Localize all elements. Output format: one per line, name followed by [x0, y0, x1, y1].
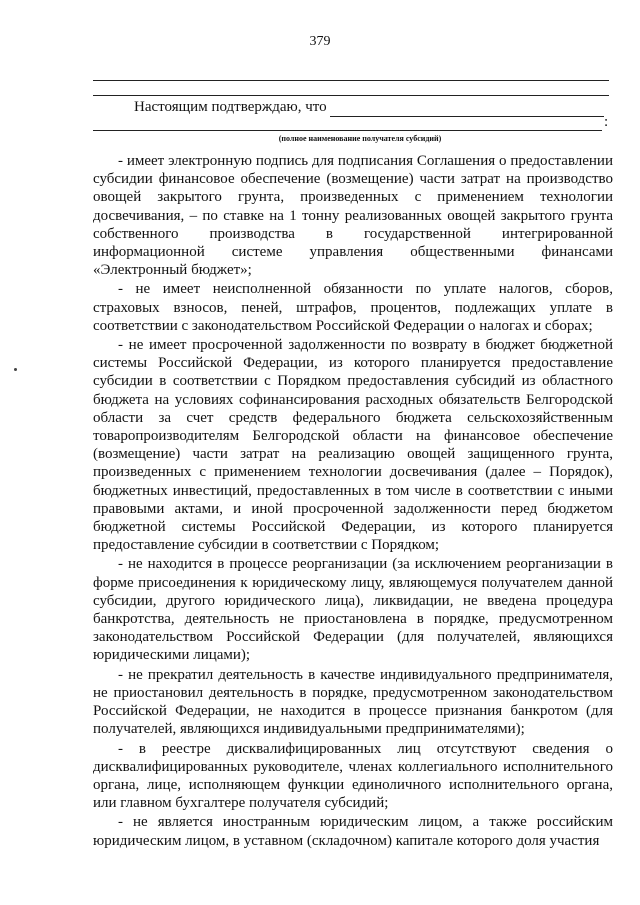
colon: :: [604, 114, 609, 130]
margin-mark: [14, 368, 17, 371]
paragraph: - не имеет просроченной задолженности по возврату в бюджет бюджетной системы Российской Федерации, из которого планируется предоставление субсидии в соответствии с Порядком предоставления субсидий из областного бюджета на условиях софинансирования расходных обязательств Белгородской области за счет средств федерального бюджета сельскохозяйственным товаропроизводителям Белгородской области на финансовое обеспечение (возмещение) части затрат на реализацию овощей защищенного грунта, произведенных с применением технологии досвечивания (далее – Порядок), бюджетных инвестиций, предоставленных в том числе в соответствии с иными правовыми актами, и иной просроченной задолженности перед бюджетом бюджетной системы Российской Федерации, из которого планируется предоставление субсидии в соответствии с Порядком;: [93, 337, 613, 554]
blank-line: [93, 130, 602, 131]
paragraph: - имеет электронную подпись для подписания Соглашения о предоставлении субсидии финансовое обеспечение (возмещение) части затрат на производство овощей закрытого грунта, произведенных с применением технологии досвечивания, – по ставке на 1 тонну реализованных овощей закрытого грунта собственного производства в государственной интегрированной информационной системе управления общественными финансами «Электронный бюджет»;: [93, 153, 613, 279]
blank-line: [330, 116, 604, 117]
blank-line: [93, 80, 609, 81]
document-body: [93, 152, 613, 851]
blank-line: [93, 95, 609, 96]
paragraph: - не находится в процессе реорганизации (за исключением реорганизации в форме присоединения к юридическому лицу, являющемуся получателем данной субсидии, другого юридического лица), ликвидации, не введена процедура банкротства, деятельность не приостановлена в порядке, предусмотренном законодательством Российской Федерации (для получателей, являющихся юридическими лицами);: [93, 556, 613, 664]
confirm-text: Настоящим подтверждаю, что: [134, 99, 327, 115]
recipient-caption: (полное наименование получателя субсидий): [278, 134, 442, 143]
paragraph: - не является иностранным юридическим лицом, а также российским юридическим лицом, в уставном (складочном) капитале которого доля участия: [93, 814, 613, 849]
paragraph: - не прекратил деятельность в качестве индивидуального предпринимателя, не приостановил деятельность в порядке, предусмотренном законодательством Российской Федерации, не находится в процессе признания банкротом (для получателей, являющихся индивидуальными предпринимателями);: [93, 666, 613, 738]
paragraph: - не имеет неисполненной обязанности по уплате налогов, сборов, страховых взносов, пеней, штрафов, процентов, подлежащих уплате в соответствии с законодательством Российской Федерации о налогах и сборах;: [93, 281, 613, 334]
page-number: 379: [309, 34, 331, 49]
paragraph: - в реестре дисквалифицированных лиц отсутствуют сведения о дисквалифицированных руководителе, членах коллегиального исполнительного органа, лице, исполняющем функции единоличного исполнительного органа, или главном бухгалтере получателя субсидий;: [93, 740, 613, 812]
